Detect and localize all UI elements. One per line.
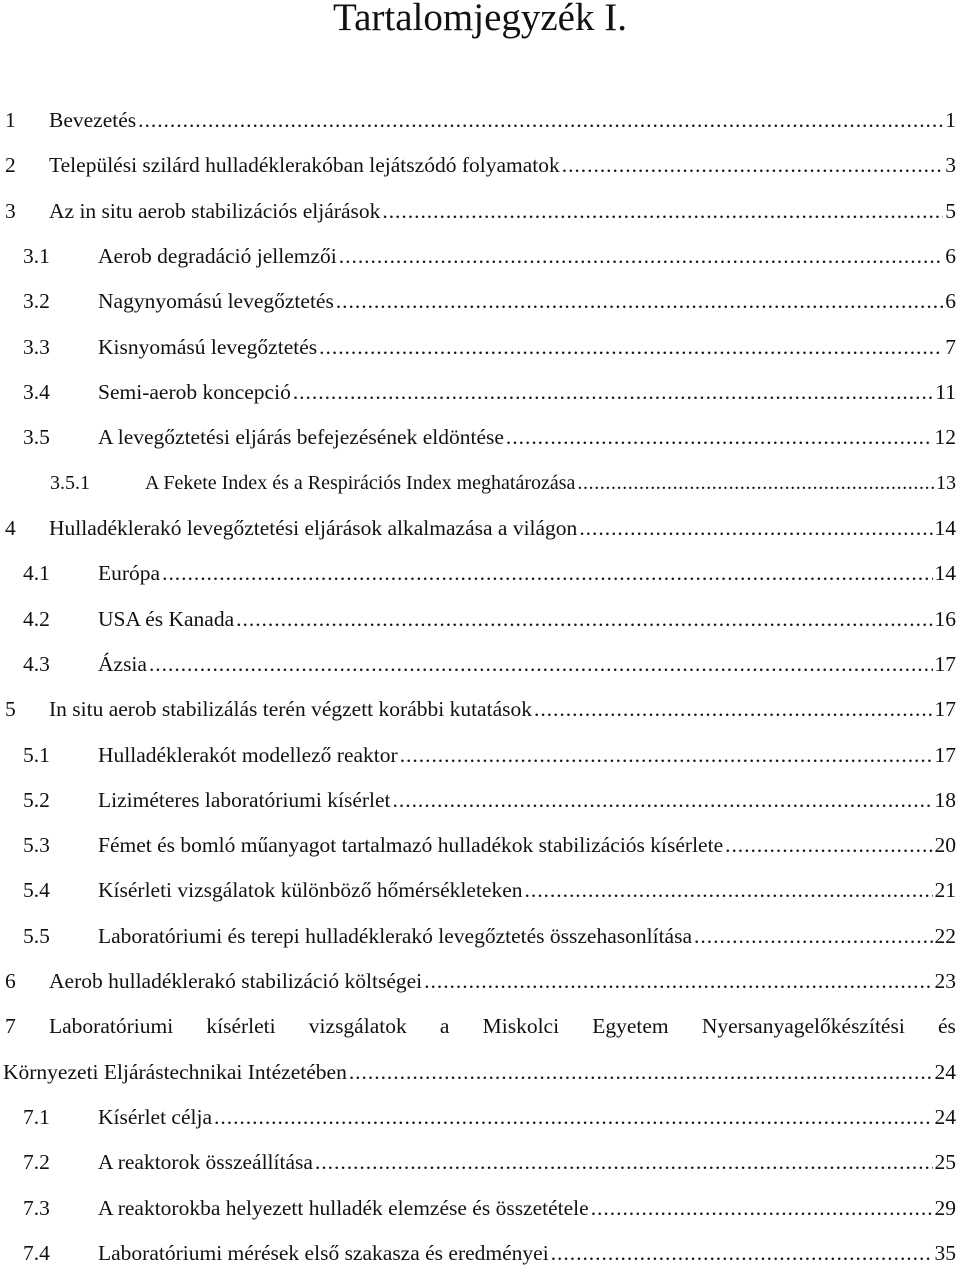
toc-entry-4[interactable]	[5, 511, 956, 545]
toc-entry-page: 24	[934, 1060, 956, 1084]
toc-entry-number: 4.1	[23, 561, 50, 585]
toc-entry-title: A reaktorokba helyezett hulladék elemzése és összetétele	[98, 1196, 589, 1220]
toc-entry-page: 23	[934, 969, 956, 993]
toc-entry-page: 1	[945, 108, 956, 132]
toc-entry-number: 5.5	[23, 924, 50, 948]
dot-leader	[506, 420, 933, 454]
toc-entry-title: A reaktorok összeállítása	[98, 1150, 313, 1174]
toc-entry-number: 5.1	[23, 743, 50, 767]
toc-entry-4-3[interactable]	[23, 647, 956, 681]
toc-entry-number: 5	[5, 697, 16, 721]
toc-entry-number: 3.4	[23, 380, 50, 404]
toc-entry-title: In situ aerob stabilizálás terén végzett korábbi kutatások	[49, 697, 532, 721]
toc-entry-title: Ázsia	[98, 652, 147, 676]
dot-leader	[534, 692, 933, 726]
dot-leader	[424, 964, 932, 998]
toc-entry-7-line-1[interactable]	[5, 1009, 956, 1043]
dot-leader	[551, 1236, 933, 1270]
toc-entry-number: 3.1	[23, 244, 50, 268]
toc-entry-6[interactable]	[5, 964, 956, 998]
toc-entry-title: Kísérlet célja	[98, 1105, 213, 1129]
page-title: Tartalomjegyzék I.	[333, 0, 627, 39]
toc-entry-title: Európa	[98, 561, 161, 585]
toc-entry-title: Hulladéklerakó levegőztetési eljárások alkalmazása a világon	[49, 516, 578, 540]
dot-leader	[293, 375, 933, 409]
toc-entry-page: 35	[934, 1241, 956, 1265]
dot-leader	[579, 511, 932, 545]
toc-entry-7-line-2[interactable]	[3, 1055, 956, 1089]
toc-entry-5-3[interactable]	[23, 828, 956, 862]
toc-entry-7-3[interactable]	[23, 1191, 956, 1225]
toc-entry-number: 3.3	[23, 335, 50, 359]
toc-entry-7-4[interactable]	[23, 1236, 956, 1270]
dot-leader	[694, 919, 932, 953]
toc-entry-number: 4	[5, 516, 16, 540]
toc-entry-page: 17	[934, 743, 956, 767]
toc-entry-title: Laboratóriumi mérések első szakasza és eredményei	[98, 1241, 549, 1265]
toc-entry-page: 17	[934, 652, 956, 676]
toc-entry-title: Kísérleti vizsgálatok különböző hőmérsékleteken	[98, 878, 523, 902]
toc-entry-title: Kisnyomású levegőztetés	[98, 335, 318, 359]
toc-entry-number: 7	[5, 1014, 16, 1038]
dot-leader	[349, 1055, 933, 1089]
dot-leader	[525, 873, 933, 907]
toc-entry-title: Hulladéklerakót modellező reaktor	[98, 743, 398, 767]
toc-entry-page: 25	[934, 1150, 956, 1174]
toc-entry-title: USA és Kanada	[98, 607, 235, 631]
toc-entry-2[interactable]	[5, 148, 956, 182]
dot-leader	[149, 647, 933, 681]
toc-entry-title: Bevezetés	[49, 108, 137, 132]
dot-leader	[138, 103, 943, 137]
toc-entry-page: 29	[934, 1196, 956, 1220]
toc-entry-title: Semi-aerob koncepció	[98, 380, 291, 404]
toc-entry-number: 7.3	[23, 1196, 50, 1220]
toc-entry-title: Liziméteres laboratóriumi kísérlet	[98, 788, 391, 812]
dot-leader	[315, 1145, 933, 1179]
dot-leader	[319, 330, 943, 364]
toc-entry-3-2[interactable]	[23, 284, 956, 318]
toc-entry-number: 3.5	[23, 425, 50, 449]
dot-leader	[577, 466, 934, 500]
toc-entry-number: 7.4	[23, 1241, 50, 1265]
toc-entry-page: 6	[945, 244, 956, 268]
toc-entry-number: 3	[5, 199, 16, 223]
toc-entry-page: 11	[935, 380, 956, 404]
toc-entry-title: Laboratóriumi és terepi hulladéklerakó levegőztetés összehasonlítása	[98, 924, 693, 948]
toc-entry-page: 17	[934, 697, 956, 721]
toc-entry-5-2[interactable]	[23, 783, 956, 817]
toc-entry-3-1[interactable]	[23, 239, 956, 273]
toc-entry-title: Nagynyomású levegőztetés	[98, 289, 334, 313]
toc-entry-number: 4.3	[23, 652, 50, 676]
toc-entry-title: Aerob degradáció jellemzői	[98, 244, 337, 268]
toc-entry-page: 14	[934, 561, 956, 585]
dot-leader	[382, 194, 943, 228]
toc-entry-page: 6	[945, 289, 956, 313]
toc-entry-5-1[interactable]	[23, 738, 956, 772]
toc-entry-4-2[interactable]	[23, 602, 956, 636]
toc-entry-number: 5.3	[23, 833, 50, 857]
toc-entry-5[interactable]	[5, 692, 956, 726]
toc-entry-title: Fémet és bomló műanyagot tartalmazó hulladékok stabilizációs kísérlete	[98, 833, 724, 857]
dot-leader	[400, 738, 933, 772]
toc-entry-number: 2	[5, 153, 16, 177]
toc-entry-title: Aerob hulladéklerakó stabilizáció költségei	[49, 969, 423, 993]
toc-entry-page: 16	[934, 607, 956, 631]
dot-leader	[339, 239, 943, 273]
dot-leader	[562, 148, 944, 182]
dot-leader	[725, 828, 932, 862]
toc-entry-page: 22	[934, 924, 956, 948]
toc-entry-number: 4.2	[23, 607, 50, 631]
toc-entry-3-3[interactable]	[23, 330, 956, 364]
toc-entry-1[interactable]	[5, 103, 956, 137]
toc-entry-number: 5.2	[23, 788, 50, 812]
toc-entry-4-1[interactable]	[23, 556, 956, 590]
toc-entry-page: 18	[934, 788, 956, 812]
toc-entry-title: A Fekete Index és a Respirációs Index meghatározása	[145, 472, 576, 494]
dot-leader	[336, 284, 943, 318]
toc-entry-page: 21	[934, 878, 956, 902]
toc-entry-number: 7.2	[23, 1150, 50, 1174]
toc-entry-number: 3.2	[23, 289, 50, 313]
toc-entry-title-continued: Környezeti Eljárástechnikai Intézetében	[3, 1060, 347, 1084]
toc-entry-3-5-1[interactable]	[50, 466, 956, 500]
toc-entry-page: 3	[945, 153, 956, 177]
toc-entry-5-4[interactable]	[23, 873, 956, 907]
toc-entry-7-2[interactable]	[23, 1145, 956, 1179]
dot-leader	[214, 1100, 932, 1134]
dot-leader	[236, 602, 932, 636]
dot-leader	[393, 783, 933, 817]
toc-entry-number: 5.4	[23, 878, 50, 902]
toc-entry-page: 12	[934, 425, 956, 449]
toc-entry-title: A levegőztetési eljárás befejezésének eldöntése	[98, 425, 504, 449]
toc-entry-page: 13	[936, 472, 956, 494]
toc-entry-title: Települési szilárd hulladéklerakóban lejátszódó folyamatok	[49, 153, 560, 177]
toc-entry-3-4[interactable]	[23, 375, 956, 409]
toc-entry-number: 7.1	[23, 1105, 50, 1129]
toc-entry-5-5[interactable]	[23, 919, 956, 953]
toc-entry-3-5[interactable]	[23, 420, 956, 454]
toc-entry-page: 5	[945, 199, 956, 223]
toc-entry-number: 3.5.1	[50, 472, 90, 494]
toc-entry-title: Laboratóriumi kísérleti vizsgálatok a Miskolci Egyetem Nyersanyagelőkészítési és	[49, 1014, 956, 1038]
toc-entry-page: 7	[945, 335, 956, 359]
toc-entry-page: 24	[934, 1105, 956, 1129]
toc-entry-7-1[interactable]	[23, 1100, 956, 1134]
dot-leader	[162, 556, 932, 590]
toc-entry-page: 14	[934, 516, 956, 540]
dot-leader	[591, 1191, 933, 1225]
toc-entry-page: 20	[934, 833, 956, 857]
toc-entry-number: 1	[5, 108, 16, 132]
toc-entry-title: Az in situ aerob stabilizációs eljárások	[49, 199, 381, 223]
toc-entry-3[interactable]	[5, 194, 956, 228]
toc-entry-number: 6	[5, 969, 16, 993]
